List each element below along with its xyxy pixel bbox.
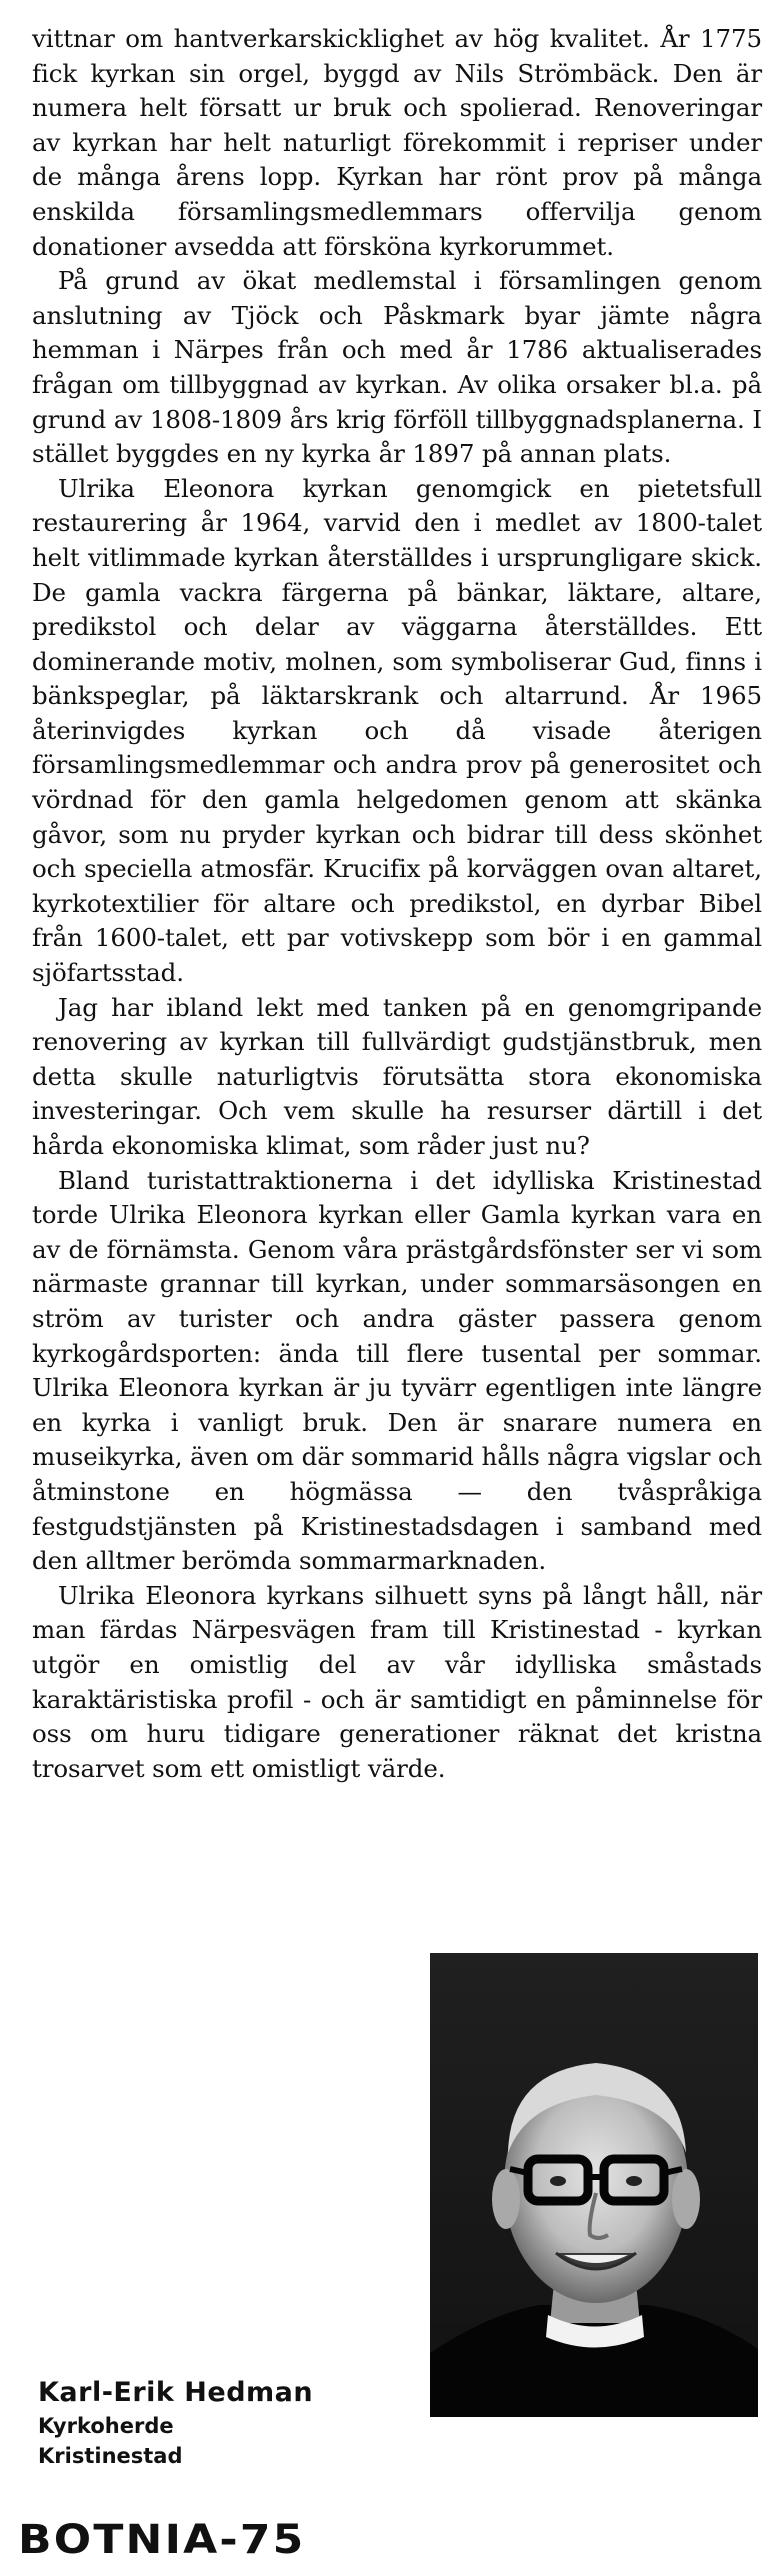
paragraph-1: vittnar om hantverkarskicklighet av hög kvalitet. År 1775 fick kyrkan sin orgel, byggd av Nils Strömbäck. Den är numera helt försatt ur bruk och spolierad. Renoveringar av kyrkan har helt naturligt förekommit i repriser under de många årens lopp. Kyrkan har rönt prov på många enskilda församlingsmedlemmars offervilja genom donationer avsedda att försköna kyrkorummet. — [32, 24, 762, 261]
publication-logo: BOTNIA-75 — [18, 2517, 306, 2563]
article-body — [32, 22, 762, 1786]
author-title: Kyrkoherde — [38, 2414, 174, 2438]
author-portrait-photo — [430, 1953, 758, 2417]
paragraph-3: Ulrika Eleonora kyrkan genomgick en pietetsfull restaurering år 1964, varvid den i medlet av 1800-talet helt vitlimmade kyrkan återställdes i ursprungligare skick. De gamla vackra färgerna på bänkar, läktare, altare, predikstol och delar av väggarna återställdes. Ett dominerande motiv, molnen, som symboliserar Gud, finns i bänkspeglar, på läktarskrank och altarrund. År 1965 återinvigdes kyrkan och då visade återigen församlingsmedlemmar och andra prov på generositet och vördnad för den gamla helgedomen genom att skänka gåvor, som nu pryder kyrkan och bidrar till dess skönhet och speciella atmosfär. Krucifix på korväggen ovan altaret, kyrkotextilier för altare och predikstol, en dyrbar Bibel från 1600-talet, ett par votivskepp som bör i en gammal sjöfartsstad. — [32, 473, 762, 988]
author-caption — [38, 2375, 313, 2471]
paragraph-2: På grund av ökat medlemstal i församlingen genom anslutning av Tjöck och Påskmark byar jämte några hemman i Närpes från och med år 1786 aktualiserades frågan om tillbyggnad av kyrkan. Av olika orsaker bl.a. på grund av 1808-1809 års krig förföll tillbyggnadsplanerna. I stället byggdes en ny kyrka år 1897 på annan plats. — [32, 266, 762, 469]
paragraph-6: Ulrika Eleonora kyrkans silhuett syns på långt håll, när man färdas Närpesvägen fram till Kristinestad - kyrkan utgör en omistlig del av vår idylliska småstads karaktäristiska profil - och är samtidigt en påminnelse för oss om huru tidigare generationer räknat det kristna trosarvet som ett omistligt värde. — [32, 1580, 762, 1783]
author-place: Kristinestad — [38, 2444, 183, 2468]
paragraph-5: Bland turistattraktionerna i det idylliska Kristinestad torde Ulrika Eleonora kyrkan eller Gamla kyrkan vara en av de förnämsta. Genom våra prästgårdsfönster ser vi som närmaste grannar till kyrkan, under sommarsäsongen en ström av turister och andra gäster passera genom kyrkogårdsporten: ända till flere tusental per sommar. Ulrika Eleonora kyrkan är ju tyvärr egentligen inte längre en kyrka i vanligt bruk. Den är snarare numera en museikyrka, även om där sommarid hålls några vigslar och åtminstone en högmässa — den tvåspråkiga festgudstjänsten på Kristinestadsdagen i samband med den alltmer berömda sommarmarknaden. — [32, 1165, 762, 1576]
paragraph-4: Jag har ibland lekt med tanken på en genomgripande renovering av kyrkan till fullvärdigt gudstjänstbruk, men detta skulle naturligtvis förutsätta stora ekonomiska investeringar. Och vem skulle ha resurser därtill i det hårda ekonomiska klimat, som råder just nu? — [32, 992, 762, 1160]
portrait-illustration — [430, 1953, 758, 2417]
author-name: Karl-Erik Hedman — [38, 2377, 314, 2408]
